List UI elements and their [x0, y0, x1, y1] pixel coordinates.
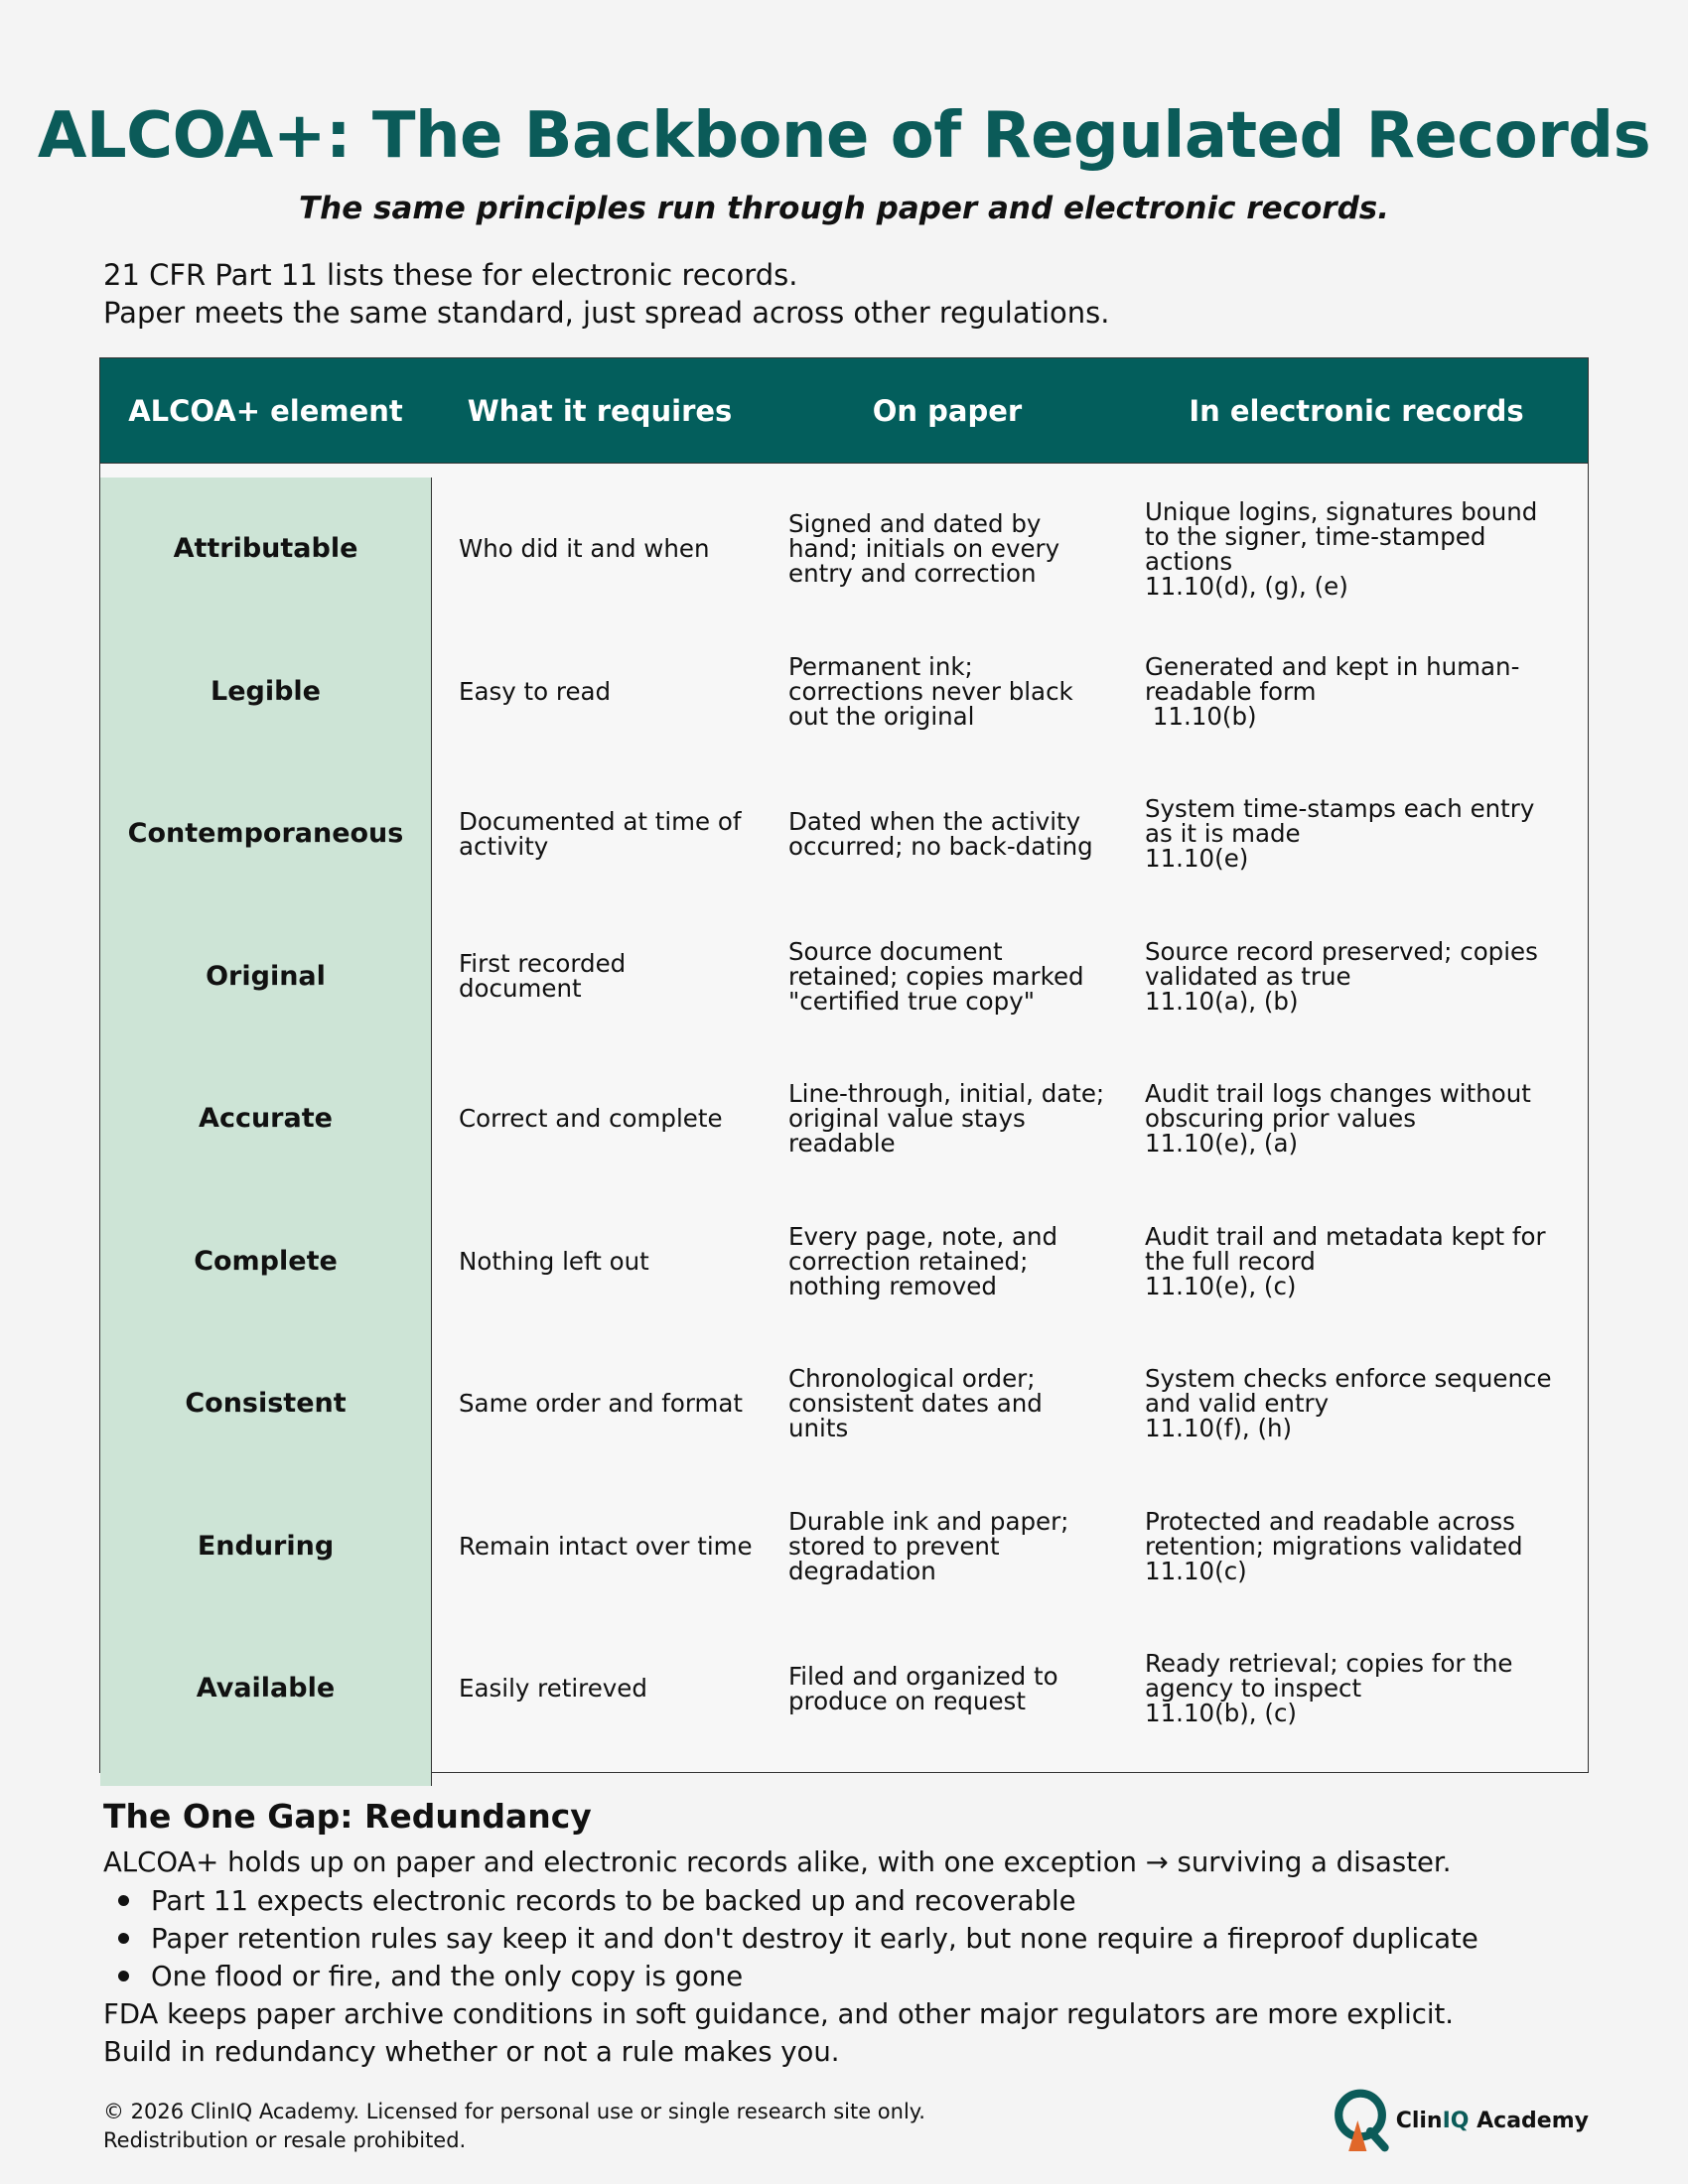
table-row	[100, 1190, 1588, 1333]
logo-text-highlight: IQ	[1442, 2108, 1470, 2133]
bullet-dot-icon	[118, 1971, 129, 1981]
table-body	[100, 478, 1588, 1786]
row-electronic	[1126, 620, 1587, 763]
table-row	[100, 1332, 1588, 1475]
row-electronic-text: System checks enforce sequence and valid entry	[1145, 1364, 1552, 1419]
row-requires: Nothing left out	[459, 1246, 649, 1276]
table-row	[100, 478, 1588, 620]
row-paper: Dated when the activity occurred; no back-dating	[788, 806, 1093, 861]
page-subtitle: The same principles run through paper and electronic records.	[299, 191, 1389, 226]
gap-intro: ALCOA+ holds up on paper and electronic records alike, with one exception → surviving a disaster.	[103, 1846, 1452, 1878]
row-paper: Every page, note, and correction retained; nothing removed	[788, 1221, 1058, 1300]
row-element: Original	[206, 960, 326, 992]
row-paper: Line-through, initial, date; original value stays readable	[788, 1079, 1105, 1159]
row-paper: Durable ink and paper; stored to prevent degradation	[788, 1506, 1069, 1585]
row-element: Accurate	[199, 1103, 333, 1135]
row-citation: 11.10(f), (h)	[1145, 1414, 1293, 1443]
page-title: ALCOA+: The Backbone of Regulated Records	[37, 99, 1651, 173]
table-row	[100, 620, 1588, 763]
footer-license: Redistribution or resale prohibited.	[103, 2128, 467, 2152]
table-row	[100, 1475, 1588, 1618]
header-paper: On paper	[872, 393, 1023, 428]
header-electronic: In electronic records	[1189, 393, 1524, 428]
gap-bullet-list	[103, 1882, 1593, 1995]
row-electronic	[1126, 905, 1587, 1048]
intro-line: Paper meets the same standard, just spread across other regulations.	[103, 296, 1110, 330]
row-element: Available	[196, 1673, 336, 1705]
bullet-dot-icon	[118, 1933, 129, 1944]
row-paper: Signed and dated by hand; initials on every entry and correction	[788, 509, 1060, 589]
header-requires: What it requires	[467, 393, 733, 428]
row-electronic	[1126, 762, 1587, 905]
row-element: Attributable	[173, 533, 358, 565]
logo-text-prefix: Clin	[1395, 2108, 1443, 2133]
row-electronic-text: Protected and readable across retention; migrations validated	[1145, 1506, 1523, 1561]
intro-line: 21 CFR Part 11 lists these for electronic records.	[103, 258, 798, 292]
row-electronic	[1126, 1047, 1587, 1190]
row-element: Enduring	[197, 1530, 335, 1562]
table-row	[100, 905, 1588, 1048]
cliniq-logo	[1331, 2081, 1589, 2160]
row-requires: Who did it and when	[459, 534, 710, 564]
row-citation: 11.10(d), (g), (e)	[1145, 571, 1348, 601]
bullet-dot-icon	[118, 1895, 129, 1906]
footer-copyright: © 2026 ClinIQ Academy. Licensed for personal use or single research site only.	[103, 2100, 925, 2123]
row-electronic-text: Audit trail and metadata kept for the full record	[1145, 1221, 1546, 1276]
row-element: Consistent	[185, 1388, 347, 1420]
row-electronic-text: System time-stamps each entry as it is made	[1145, 794, 1535, 849]
row-electronic	[1126, 1475, 1587, 1618]
row-element: Legible	[211, 675, 321, 707]
gap-bullet	[103, 1958, 1593, 1995]
row-requires: First recorded document	[459, 949, 627, 1004]
row-electronic	[1126, 1332, 1587, 1475]
gap-outro: FDA keeps paper archive conditions in soft guidance, and other major regulators are more explicit. Build in redundancy whether or not a rule makes you.	[103, 1998, 1455, 2068]
table-header-row	[100, 358, 1588, 464]
row-citation: 11.10(e), (a)	[1145, 1129, 1299, 1159]
gap-bullet	[103, 1920, 1593, 1958]
cliniq-logo-icon	[1331, 2083, 1394, 2158]
row-electronic-text: Generated and kept in human-readable form	[1145, 651, 1520, 706]
row-requires: Easy to read	[459, 676, 612, 706]
intro-text	[103, 256, 1593, 332]
row-electronic-text: Source record preserved; copies validated as true	[1145, 936, 1538, 991]
gap-bullet	[103, 1882, 1593, 1920]
table-row	[100, 762, 1588, 905]
row-electronic	[1126, 478, 1587, 620]
row-electronic	[1126, 1190, 1587, 1333]
gap-title: The One Gap: Redundancy	[103, 1797, 592, 1836]
row-electronic-text: Ready retrieval; copies for the agency to inspect	[1145, 1649, 1513, 1704]
row-citation: 11.10(b), (c)	[1145, 1699, 1297, 1728]
footer	[103, 2098, 1196, 2155]
row-element: Complete	[194, 1245, 338, 1277]
row-electronic	[1126, 1617, 1587, 1760]
logo-text-suffix: Academy	[1469, 2108, 1589, 2133]
row-citation: 11.10(b)	[1145, 701, 1257, 731]
row-paper: Source document retained; copies marked "certified true copy"	[788, 936, 1084, 1016]
row-requires: Correct and complete	[459, 1104, 723, 1134]
row-citation: 11.10(c)	[1145, 1556, 1247, 1585]
gap-bullet-text: Paper retention rules say keep it and don't destroy it early, but none require a fireproof duplicate	[151, 1923, 1478, 1955]
table-row	[100, 1047, 1588, 1190]
row-citation: 11.10(e)	[1145, 844, 1249, 874]
row-requires: Remain intact over time	[459, 1531, 753, 1561]
logo-wordmark	[1396, 2109, 1589, 2133]
row-citation: 11.10(a), (b)	[1145, 986, 1299, 1016]
row-paper: Filed and organized to produce on request	[788, 1661, 1058, 1715]
gap-bullet-text: One flood or fire, and the only copy is gone	[151, 1961, 744, 1992]
table-row	[100, 1617, 1588, 1760]
row-paper: Chronological order; consistent dates and units	[788, 1364, 1043, 1443]
row-requires: Same order and format	[459, 1389, 744, 1419]
row-citation: 11.10(e), (c)	[1145, 1271, 1297, 1300]
row-electronic-text: Audit trail logs changes without obscuring prior values	[1145, 1079, 1531, 1134]
row-electronic-text: Unique logins, signatures bound to the signer, time-stamped actions	[1145, 496, 1538, 576]
row-requires: Documented at time of activity	[459, 806, 742, 861]
row-paper: Permanent ink; corrections never black out the original	[788, 651, 1073, 731]
header-element: ALCOA+ element	[128, 393, 403, 428]
alcoa-table	[99, 357, 1589, 1773]
gap-bullet-text: Part 11 expects electronic records to be backed up and recoverable	[151, 1885, 1076, 1917]
row-requires: Easily retireved	[459, 1674, 647, 1704]
row-element: Contemporaneous	[127, 818, 404, 850]
